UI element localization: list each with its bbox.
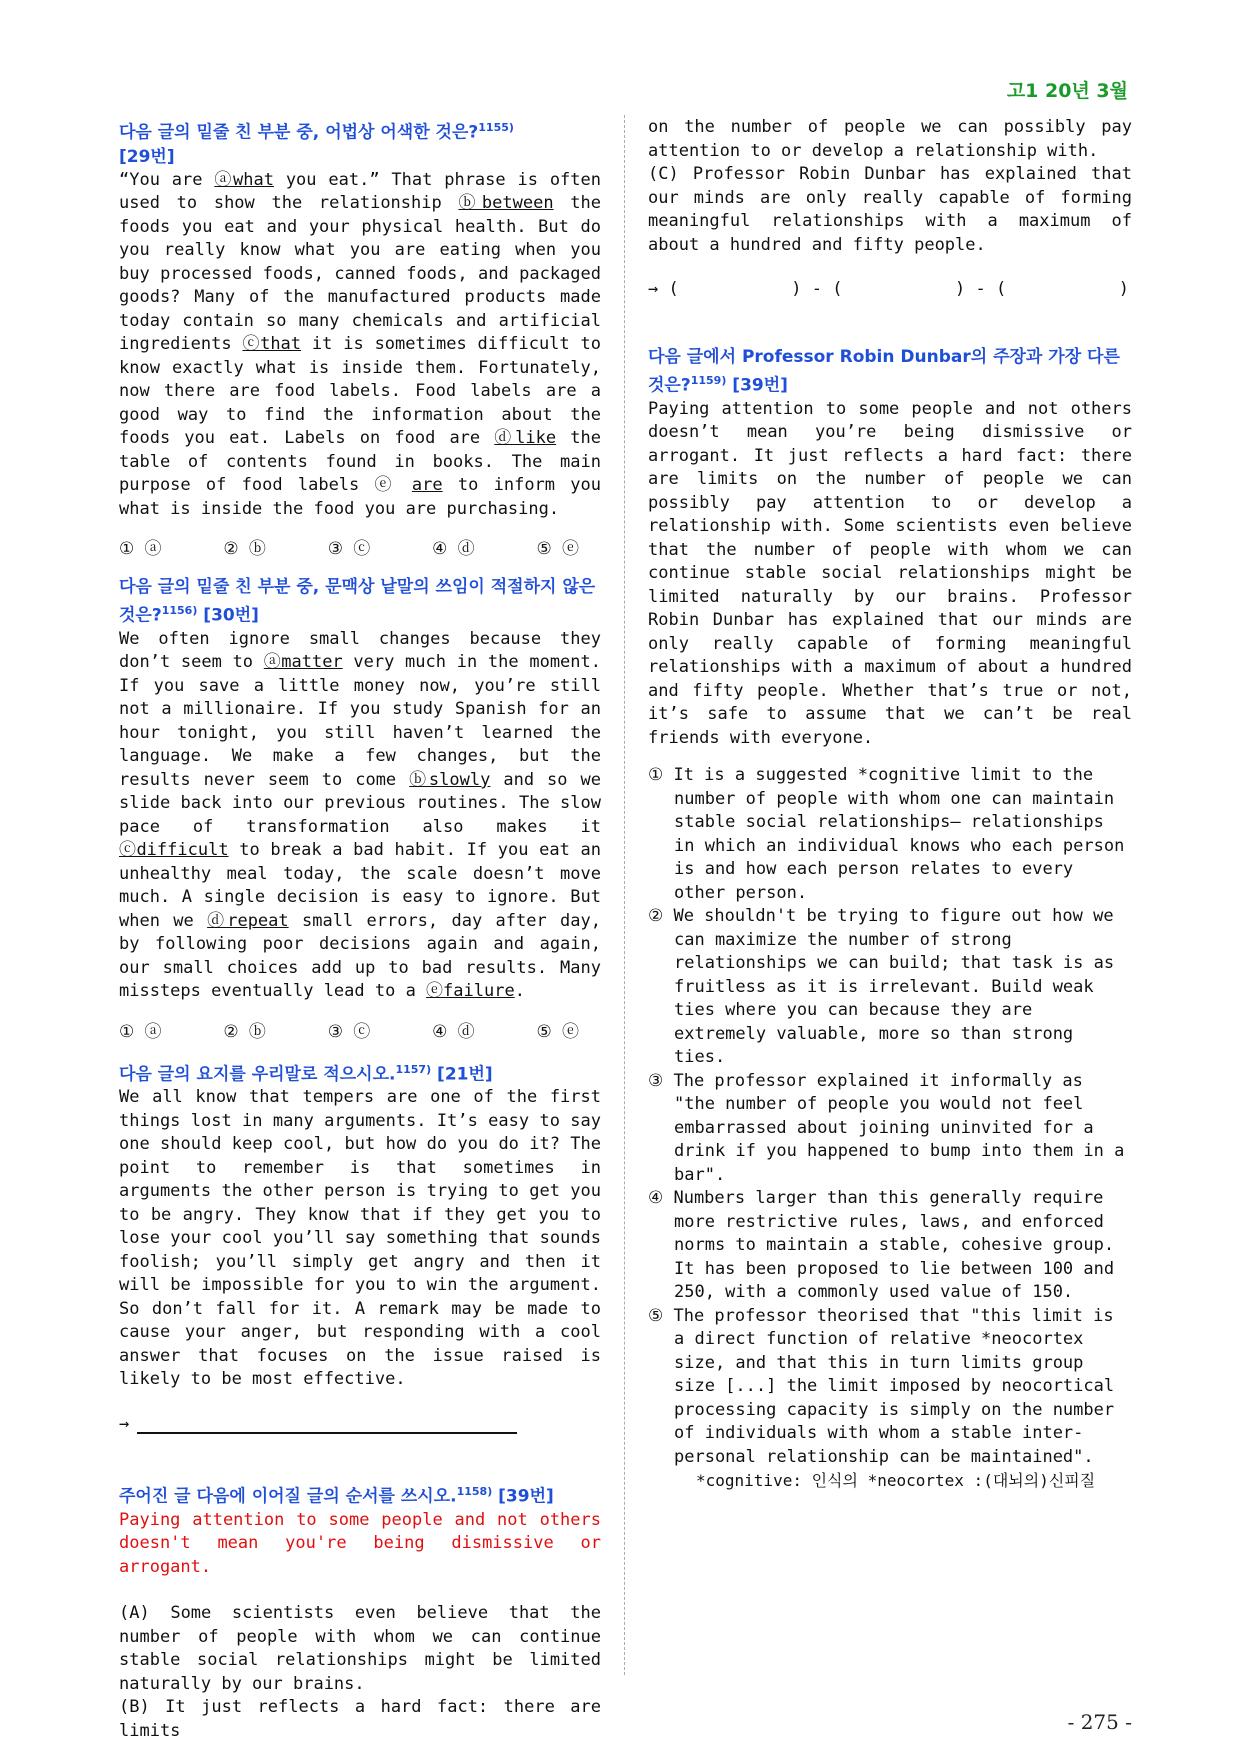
underlined-d: ⓓlike <box>494 428 557 449</box>
option-1[interactable]: ① It is a suggested *cognitive limit to the number of people with whom one can maintain stable social relationships— relationships in which an individual knows who each person is and how each person relates to every other person. <box>648 765 1125 903</box>
choice-3[interactable]: ③ ⓒ <box>327 539 371 560</box>
choice-1[interactable]: ① ⓐ <box>119 1021 162 1042</box>
options-1159 <box>648 764 1132 1469</box>
choices-1155 <box>119 537 579 561</box>
option-2[interactable]: ② We shouldn't be trying to figure out how we can maximize the number of strong relationships we can build; that task is as fruitless as it is irrelevant. Build weak ties where you can because they are extremely valuable, more so than strong ties. <box>648 906 1115 1068</box>
arrow-icon: → <box>119 1413 130 1434</box>
underlined-b: ⓑslowly <box>409 769 491 790</box>
choice-4[interactable]: ④ ⓓ <box>432 1021 475 1042</box>
question-title-1155: 다음 글의 밑줄 친 부분 중, 어법상 어색한 것은?$^{1155)}$ [29번] <box>119 121 514 167</box>
paragraph-a: (A) Some scientists even believe that the number of people with whom we can continue stable social relationships might be limited naturally by our brains. <box>119 1603 601 1694</box>
passage-1157: We all know that tempers are one of the first things lost in many arguments. It’s easy to say one should keep cool, but how do you do it? The point to remember is that sometimes in arguments the other person is trying to get you to be angry. They know that if they get you to lose your cool you’ll say something that sounds foolish; you’ll simply get angry and then it will be impossible for you to win the argument. So don’t fall for it. A remark may be made to cause your anger, but responding with a cool answer that focuses on the issue raised is likely to be most effective. <box>119 1087 601 1390</box>
choices-1156 <box>119 1020 579 1044</box>
underlined-e: ⓔfailure <box>426 981 515 1002</box>
underlined-b: ⓑbetween <box>458 193 554 214</box>
choice-4[interactable]: ④ ⓓ <box>432 539 475 560</box>
question-title-1159: 다음 글에서 Professor Robin Dunbar의 주장과 가장 다른 것은?$^{1159)}$ [39번] <box>648 347 1120 396</box>
option-4[interactable]: ④ Numbers larger than this generally require more restrictive rules, laws, and enforced norms to maintain a stable, cohesive group. It has been proposed to lie between 100 and 250, with a commonly used value of 150. <box>648 1188 1115 1303</box>
answer-line-1157[interactable] <box>119 1414 601 1434</box>
question-title-1157: 다음 글의 요지를 우리말로 적으시오.$^{1157)}$ [21번] <box>119 1062 493 1085</box>
choice-1[interactable]: ① ⓐ <box>119 539 162 560</box>
underlined-c: ⓒthat <box>242 334 302 355</box>
paragraph-b-end: on the number of people we can possibly pay attention to or develop a relationship with. <box>648 117 1132 161</box>
question-title-1156: 다음 글의 밑줄 친 부분 중, 문맥상 낱말의 쓰임이 적절하지 않은 것은?$^{1156)}$ [30번] <box>119 577 596 626</box>
underlined-a: ⓐwhat <box>214 169 274 190</box>
column-divider <box>624 115 625 1675</box>
exam-header: 고1 20년 3월 <box>1006 80 1128 102</box>
right-column <box>648 116 1132 1492</box>
choice-2[interactable]: ② ⓑ <box>223 1021 266 1042</box>
choice-2[interactable]: ② ⓑ <box>223 539 266 560</box>
passage-1159: Paying attention to some people and not others doesn’t mean you’re being dismissive or arrogant. It just reflects a hard fact: there are limits on the number of people we can possibly pay attention to or develop a relationship with. Some scientists even believe that the number of people with whom we can continue stable social relationships might be limited naturally by our brains. Professor Robin Dunbar has explained that our minds are only really capable of forming meaningful relationships with a maximum of about a hundred and fifty people. Whether that’s true or not, it’s safe to assume that we can’t be real friends with everyone. <box>648 398 1132 748</box>
option-5[interactable]: ⑤ The professor theorised that "this limit is a direct function of relative *neocortex size, and that this in turn limits group size [...] the limit imposed by neocortical processing capacity is simply on the number of individuals with whom a stable inter-personal relationship can be maintained". <box>648 1305 1115 1467</box>
underlined-d: ⓓrepeat <box>207 910 289 931</box>
passage-1155: “You are ⓐwhat you eat.” That phrase is often used to show the relationship ⓑbetween the foods you eat and your physical health. But do you really know what you are eating when you buy processed foods, canned foods, and packaged goods? Many of the manufactured products made today contain so many chemicals and artificial ingredients ⓒthat it is sometimes difficult to know exactly what is inside them. Fortunately, now there are food labels. Food labels are a good way to find the information about the foods you eat. Labels on food are ⓓlike the table of contents found in books. The main purpose of food labels ⓔ are to inform you what is inside the food you are purchasing. <box>119 169 601 519</box>
answer-blank[interactable] <box>137 1414 517 1434</box>
choice-5[interactable]: ⑤ ⓔ <box>536 1021 579 1042</box>
underlined-a: ⓐmatter <box>263 652 343 673</box>
passage-1156: We often ignore small changes because they don’t seem to ⓐmatter very much in the moment. If you save a little money now, you’re still not a millionaire. If you study Spanish for an hour tonight, you still haven’t learned the language. We make a few changes, but the results never seem to come ⓑslowly and so we slide back into our previous routines. The slow pace of transformation also makes it ⓒdifficult to break a bad habit. If you eat an unhealthy meal today, the scale doesn’t move much. A single decision is easy to ignore. But when we ⓓrepeat small errors, day after day, by following poor decisions again and again, our small choices add up to bad results. Many missteps eventually lead to a ⓔfailure. <box>119 628 601 1002</box>
choice-5[interactable]: ⑤ ⓔ <box>536 539 579 560</box>
underlined-c: ⓒdifficult <box>119 840 229 861</box>
order-answer-blank[interactable]: → ( ) - ( ) - ( ) <box>648 279 1130 299</box>
given-sentence: Paying attention to some people and not others doesn't mean you're being dismissive or arrogant. <box>119 1509 601 1577</box>
paragraph-c: (C) Professor Robin Dunbar has explained that our minds are only really capable of forming meaningful relationships with a maximum of about a hundred and fifty people. <box>648 164 1132 255</box>
option-3[interactable]: ③ The professor explained it informally as "the number of people you would not feel embarrassed about joining uninvited for a drink if you happened to bump into them in a bar". <box>648 1070 1125 1185</box>
vocab-note: *cognitive: 인식의 *neocortex :(대뇌의)신피질 <box>696 1471 1096 1491</box>
paragraph-b-start: (B) It just reflects a hard fact: there are limits <box>119 1697 601 1741</box>
underlined-e: are <box>411 475 443 496</box>
choice-3[interactable]: ③ ⓒ <box>327 1021 371 1042</box>
question-title-1158: 주어진 글 다음에 이어질 글의 순서를 쓰시오.$^{1158)}$ [39번] <box>119 1484 554 1507</box>
page-number: - 275 - <box>1067 1710 1132 1734</box>
left-column <box>119 116 601 1743</box>
